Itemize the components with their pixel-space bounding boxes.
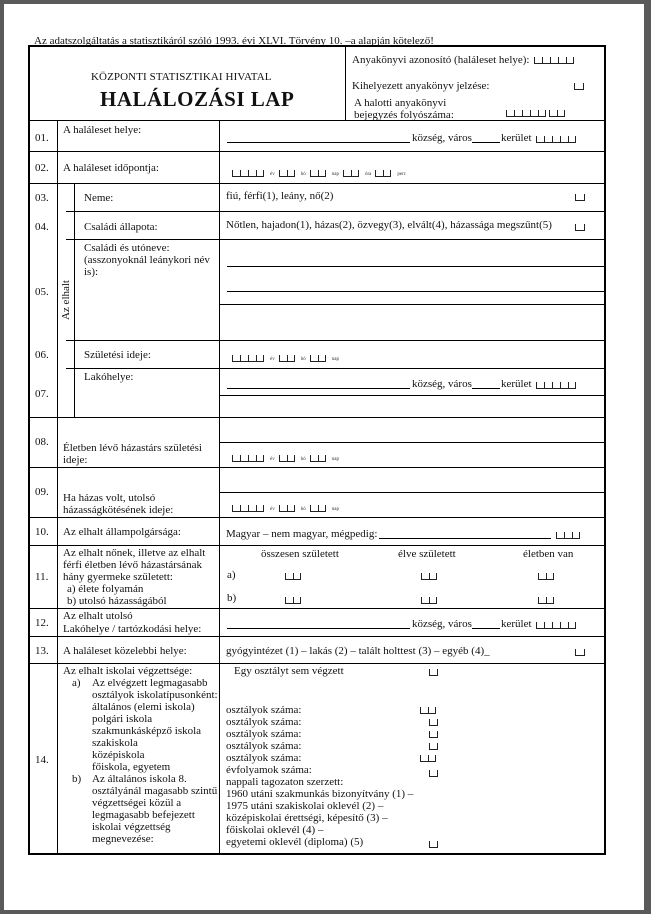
- secondary-school-classes-input[interactable]: [420, 754, 439, 762]
- row-12-village-label: község, város: [412, 618, 472, 630]
- children-living-b-input[interactable]: [538, 596, 557, 604]
- row-12-label-1: Az elhalt utolsó: [63, 610, 133, 622]
- death-registry-number-input[interactable]: [506, 109, 568, 117]
- last-residence-input[interactable]: [227, 628, 410, 629]
- registry-id-label: Anyakönyvi azonosító (haláleset helye):: [352, 54, 530, 66]
- highest-degree-input[interactable]: [429, 840, 441, 848]
- registry-id-input[interactable]: [534, 56, 577, 64]
- day-unit: nap: [331, 457, 339, 462]
- row-14-a-line-7: középiskola: [92, 749, 145, 761]
- row-14-b-line-1: Az általános iskola 8.: [92, 773, 187, 785]
- classes-count-label-4: osztályok száma:: [226, 740, 302, 752]
- row-14-b-line-6: megnevezése:: [92, 833, 154, 845]
- row-12-label-2: Lakóhelye / tartózkodási helye:: [63, 623, 202, 635]
- last-residence-code-input[interactable]: [536, 621, 579, 629]
- university-years-input[interactable]: [429, 769, 441, 777]
- no-class-completed-input[interactable]: [429, 668, 441, 676]
- elementary-classes-input[interactable]: [420, 706, 439, 714]
- row-07-label: Lakóhelye:: [84, 371, 134, 383]
- death-place-code-input[interactable]: [536, 135, 579, 143]
- fulltime-label: nappali tagozaton szerzett:: [226, 776, 344, 788]
- degree-option-2: 1975 utáni szakiskolai oklevél (2) –: [226, 800, 384, 812]
- row-14-a-line-2: osztályok iskolatípusonként:: [92, 689, 218, 701]
- row-04-number: 04.: [35, 221, 49, 233]
- hour-unit: óra: [364, 172, 372, 177]
- row-06-number: 06.: [35, 349, 49, 361]
- row-13-number: 13.: [35, 645, 49, 657]
- row-11-label-2: férfi életben lévő házastársának: [63, 559, 202, 571]
- row-08-number: 08.: [35, 436, 49, 448]
- row-02-number: 02.: [35, 162, 49, 174]
- row-04-label: Családi állapota:: [84, 221, 158, 233]
- row-11-label-1: Az elhalt nőnek, illetve az elhalt: [63, 547, 206, 559]
- marital-status-options: Nőtlen, hajadon(1), házas(2), özvegy(3), elvált(4), házassága megszűnt(5): [226, 219, 552, 231]
- vocational-training-classes-input[interactable]: [429, 730, 441, 738]
- row-14-a-marker: a): [72, 677, 81, 689]
- death-datetime-input[interactable]: [232, 169, 410, 177]
- row-01-label: A haláleset helye:: [63, 124, 142, 136]
- row-12-number: 12.: [35, 617, 49, 629]
- degree-option-5: egyetemi oklevél (diploma) (5): [226, 836, 364, 848]
- year-unit: év: [270, 507, 275, 512]
- row-14-b-line-2: osztályánál magasabb szintű: [92, 785, 218, 797]
- relocated-registry-label: Kihelyezett anyakönyv jelzése:: [352, 80, 490, 92]
- row-14-a-line-8: főiskola, egyetem: [92, 761, 171, 773]
- name-line-1-input[interactable]: [227, 266, 604, 267]
- day-unit: nap: [331, 507, 339, 512]
- year-unit: év: [270, 172, 275, 177]
- birth-date-input[interactable]: [232, 354, 343, 362]
- years-count-label: évfolyamok száma:: [226, 764, 312, 776]
- row-10-label: Az elhalt állampolgársága:: [63, 526, 181, 538]
- row-14-b-line-4: legmagasabb befejezett: [92, 809, 195, 821]
- children-living-header: életben van: [523, 548, 574, 560]
- row-14-a-line-6: szakiskola: [92, 737, 138, 749]
- row-11-a-marker: a): [227, 569, 236, 581]
- citizenship-other-input[interactable]: [379, 538, 551, 539]
- law-notice: Az adatszolgáltatás a statisztikáról szóló 1993. évi XLVI. Törvény 10. –a alapján kötelező!: [34, 35, 434, 47]
- row-05-label-3: is):: [84, 266, 99, 278]
- residence-code-input[interactable]: [536, 381, 579, 389]
- row-01-village-label: község, város: [412, 132, 472, 144]
- row-07-village-label: község, város: [412, 378, 472, 390]
- classes-count-label-3: osztályok száma:: [226, 728, 302, 740]
- row-14-a-line-4: polgári iskola: [92, 713, 153, 725]
- no-class-completed-label: Egy osztályt sem végzett: [234, 665, 344, 677]
- marriage-date-input[interactable]: [232, 504, 343, 512]
- day-unit: nap: [331, 172, 339, 177]
- sex-input[interactable]: [575, 193, 588, 201]
- death-registry-label-2: bejegyzés folyószáma:: [354, 109, 454, 121]
- row-07-district-label: kerület: [501, 378, 532, 390]
- form-page: [4, 4, 644, 910]
- citizenship-code-input[interactable]: [556, 531, 583, 539]
- row-03-label: Neme:: [84, 192, 114, 204]
- name-line-2-input[interactable]: [227, 291, 604, 292]
- row-12-district-label: kerület: [501, 618, 532, 630]
- form-title: HALÁLOZÁSI LAP: [100, 87, 295, 111]
- degree-option-1: 1960 utáni szakmunkás bizonyítvány (1) –: [226, 788, 414, 800]
- row-06-label: Születési ideje:: [84, 349, 151, 361]
- day-unit: nap: [331, 357, 339, 362]
- row-11-label-4: a) élete folyamán: [67, 583, 144, 595]
- row-13-label: A haláleset közelebbi helye:: [63, 645, 187, 657]
- last-residence-district-input[interactable]: [472, 628, 500, 629]
- row-14-a-line-3: általános (elemi iskola): [92, 701, 195, 713]
- maiden-name-input[interactable]: [221, 306, 603, 339]
- classes-count-label-1: osztályok száma:: [226, 704, 302, 716]
- month-unit: hó: [300, 172, 306, 177]
- row-14-b-marker: b): [72, 773, 82, 785]
- row-11-label-5: b) utolsó házasságából: [67, 595, 167, 607]
- row-14-label: Az elhalt iskolai végzettsége:: [63, 665, 193, 677]
- death-location-type-input[interactable]: [575, 648, 588, 656]
- citizenship-options: Magyar – nem magyar, mégpedig:: [226, 528, 378, 540]
- children-total-b-input[interactable]: [285, 596, 304, 604]
- row-05-label-1: Családi és utóneve:: [84, 242, 170, 254]
- row-14-number: 14.: [35, 754, 49, 766]
- row-05-label-2: (asszonyoknál leánykori név: [84, 254, 210, 266]
- sex-options: fiú, férfi(1), leány, nő(2): [226, 190, 334, 202]
- death-location-type-options: gyógyintézet (1) – lakás (2) – talált holttest (3) – egyéb (4)_: [226, 645, 490, 657]
- degree-option-4: főiskolai oklevél (4) –: [226, 824, 324, 836]
- children-living-a-input[interactable]: [538, 572, 557, 580]
- row-02-label: A haláleset időpontja:: [63, 162, 159, 174]
- row-08-label-1: Életben lévő házastárs születési: [63, 442, 202, 454]
- classes-count-label-2: osztályok száma:: [226, 716, 302, 728]
- classes-count-label-5: osztályok száma:: [226, 752, 302, 764]
- row-14-a-line-1: Az elvégzett legmagasabb: [92, 677, 208, 689]
- degree-option-3: középiskolai érettségi, képesítő (3) –: [226, 812, 388, 824]
- row-09-label-2: házasságkötésének ideje:: [63, 504, 174, 516]
- row-01-district-label: kerület: [501, 132, 532, 144]
- row-11-b-marker: b): [227, 592, 237, 604]
- death-place-district-input[interactable]: [472, 142, 500, 143]
- row-01-number: 01.: [35, 132, 49, 144]
- children-total-header: összesen született: [261, 548, 339, 560]
- row-11-label-3: hány gyermeke született:: [63, 571, 173, 583]
- row-09-number: 09.: [35, 486, 49, 498]
- minute-unit: perc: [397, 172, 406, 177]
- agency-name: KÖZPONTI STATISZTIKAI HIVATAL: [91, 71, 272, 83]
- children-live-born-header: élve született: [398, 548, 456, 560]
- children-total-a-input[interactable]: [285, 572, 304, 580]
- children-live-born-b-input[interactable]: [421, 596, 440, 604]
- civic-school-classes-input[interactable]: [429, 718, 441, 726]
- year-unit: év: [270, 457, 275, 462]
- row-05-number: 05.: [35, 286, 49, 298]
- year-unit: év: [270, 357, 275, 362]
- marital-status-input[interactable]: [575, 223, 588, 231]
- row-14-a-line-5: szakmunkásképző iskola: [92, 725, 202, 737]
- row-08-label-2: ideje:: [63, 454, 88, 466]
- residence-district-input[interactable]: [472, 388, 500, 389]
- row-14-b-line-3: végzettségei közül a: [92, 797, 182, 809]
- month-unit: hó: [300, 357, 306, 362]
- relocated-registry-input[interactable]: [574, 82, 587, 90]
- residence-input[interactable]: [227, 388, 410, 389]
- month-unit: hó: [300, 507, 306, 512]
- row-11-number: 11.: [35, 571, 49, 583]
- death-place-input[interactable]: [227, 142, 410, 143]
- deceased-side-label: Az elhalt: [60, 280, 72, 321]
- spouse-birth-date-input[interactable]: [232, 454, 343, 462]
- row-07-number: 07.: [35, 388, 49, 400]
- children-live-born-a-input[interactable]: [421, 572, 440, 580]
- vocational-school-classes-input[interactable]: [429, 742, 441, 750]
- row-14-b-line-5: iskolai végzettség: [92, 821, 171, 833]
- month-unit: hó: [300, 457, 306, 462]
- row-03-number: 03.: [35, 192, 49, 204]
- death-registry-label-1: A halotti anyakönyvi: [354, 97, 447, 109]
- row-09-label-1: Ha házas volt, utolsó: [63, 492, 156, 504]
- row-10-number: 10.: [35, 526, 49, 538]
